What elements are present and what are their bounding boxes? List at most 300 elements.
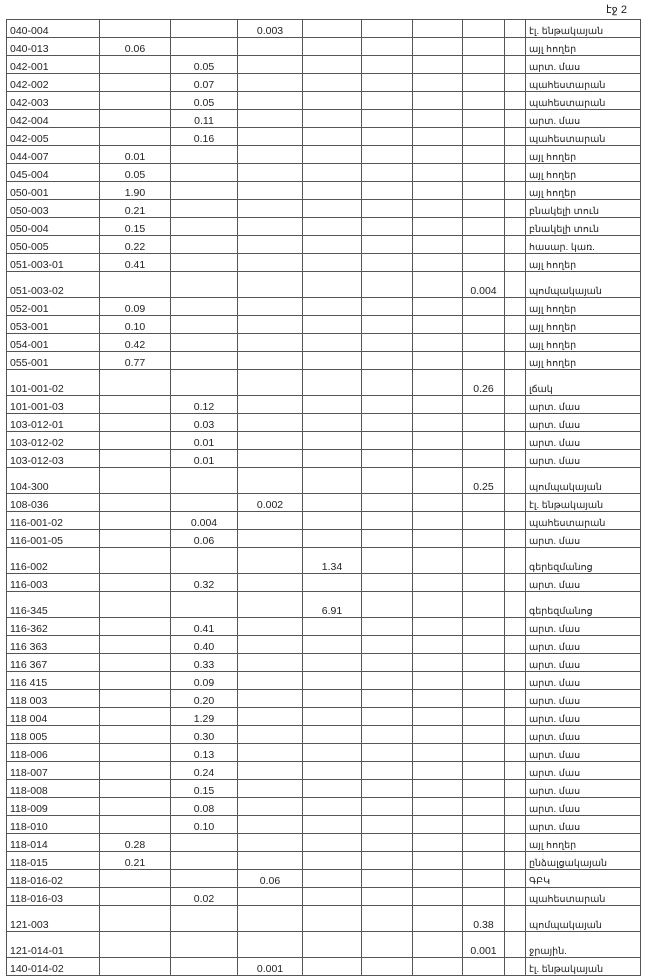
empty-cell	[303, 334, 362, 352]
empty-cell	[100, 574, 171, 592]
empty-cell	[362, 20, 413, 38]
empty-cell	[413, 92, 463, 110]
parcel-code: 116-362	[7, 618, 100, 636]
empty-cell	[413, 852, 463, 870]
area-value: 0.002	[238, 494, 303, 512]
empty-cell	[413, 218, 463, 236]
parcel-code: 040-013	[7, 38, 100, 56]
empty-cell	[505, 906, 526, 932]
empty-cell	[463, 690, 505, 708]
parcel-code: 101-001-02	[7, 370, 100, 396]
empty-cell	[505, 468, 526, 494]
parcel-code: 042-004	[7, 110, 100, 128]
parcel-code: 040-004	[7, 20, 100, 38]
empty-cell	[505, 110, 526, 128]
empty-cell	[505, 852, 526, 870]
empty-cell	[463, 870, 505, 888]
empty-cell	[238, 414, 303, 432]
empty-cell	[362, 888, 413, 906]
area-value: 0.41	[100, 254, 171, 272]
parcel-code: 050-004	[7, 218, 100, 236]
empty-cell	[362, 762, 413, 780]
empty-cell	[463, 182, 505, 200]
empty-cell	[463, 200, 505, 218]
empty-cell	[303, 654, 362, 672]
empty-cell	[171, 20, 238, 38]
table-row	[7, 852, 641, 870]
empty-cell	[171, 352, 238, 370]
empty-cell	[238, 396, 303, 414]
empty-cell	[362, 74, 413, 92]
land-use: պահեստարան	[526, 888, 641, 906]
area-value: 0.40	[171, 636, 238, 654]
empty-cell	[413, 414, 463, 432]
parcel-code: 116 415	[7, 672, 100, 690]
land-use: արտ. մաս	[526, 654, 641, 672]
parcel-code: 052-001	[7, 298, 100, 316]
empty-cell	[238, 468, 303, 494]
table-row	[7, 432, 641, 450]
empty-cell	[413, 272, 463, 298]
empty-cell	[238, 852, 303, 870]
land-use: այլ հողեր	[526, 352, 641, 370]
empty-cell	[413, 182, 463, 200]
empty-cell	[100, 762, 171, 780]
empty-cell	[171, 468, 238, 494]
empty-cell	[362, 852, 413, 870]
empty-cell	[463, 218, 505, 236]
empty-cell	[238, 56, 303, 74]
empty-cell	[362, 182, 413, 200]
table-row	[7, 618, 641, 636]
empty-cell	[238, 92, 303, 110]
empty-cell	[463, 494, 505, 512]
land-use: արտ. մաս	[526, 708, 641, 726]
land-use: լճակ	[526, 370, 641, 396]
area-value: 0.10	[171, 816, 238, 834]
empty-cell	[362, 370, 413, 396]
empty-cell	[362, 672, 413, 690]
empty-cell	[413, 254, 463, 272]
empty-cell	[303, 744, 362, 762]
empty-cell	[303, 272, 362, 298]
empty-cell	[238, 654, 303, 672]
empty-cell	[505, 370, 526, 396]
empty-cell	[413, 38, 463, 56]
empty-cell	[362, 468, 413, 494]
area-value: 0.28	[100, 834, 171, 852]
area-value: 0.42	[100, 334, 171, 352]
land-use: գերեզմանոց	[526, 548, 641, 574]
area-value: 0.41	[171, 618, 238, 636]
table-row	[7, 530, 641, 548]
empty-cell	[303, 20, 362, 38]
empty-cell	[505, 352, 526, 370]
empty-cell	[100, 932, 171, 958]
land-use: այլ հողեր	[526, 316, 641, 334]
empty-cell	[413, 236, 463, 254]
empty-cell	[303, 396, 362, 414]
empty-cell	[238, 236, 303, 254]
empty-cell	[171, 852, 238, 870]
empty-cell	[362, 128, 413, 146]
land-parcel-table	[6, 19, 641, 976]
empty-cell	[303, 834, 362, 852]
table-row	[7, 958, 641, 976]
empty-cell	[238, 548, 303, 574]
empty-cell	[505, 254, 526, 272]
empty-cell	[171, 272, 238, 298]
table-row	[7, 726, 641, 744]
empty-cell	[100, 906, 171, 932]
land-use: էլ. ենթակայան	[526, 20, 641, 38]
land-use: ընձալցակայան	[526, 852, 641, 870]
table-row	[7, 548, 641, 574]
parcel-code: 055-001	[7, 352, 100, 370]
area-value: 0.22	[100, 236, 171, 254]
table-row	[7, 414, 641, 432]
empty-cell	[463, 254, 505, 272]
empty-cell	[413, 530, 463, 548]
table-row	[7, 744, 641, 762]
empty-cell	[413, 512, 463, 530]
empty-cell	[362, 574, 413, 592]
land-use: արտ. մաս	[526, 574, 641, 592]
area-value: 1.34	[303, 548, 362, 574]
empty-cell	[303, 636, 362, 654]
empty-cell	[303, 74, 362, 92]
empty-cell	[362, 798, 413, 816]
empty-cell	[505, 38, 526, 56]
parcel-code: 103-012-02	[7, 432, 100, 450]
empty-cell	[362, 870, 413, 888]
empty-cell	[171, 146, 238, 164]
empty-cell	[100, 396, 171, 414]
empty-cell	[413, 548, 463, 574]
table-row	[7, 450, 641, 468]
table-row	[7, 38, 641, 56]
land-use: ջրային.	[526, 932, 641, 958]
area-value: 0.15	[100, 218, 171, 236]
parcel-code: 108-036	[7, 494, 100, 512]
empty-cell	[238, 38, 303, 56]
empty-cell	[463, 816, 505, 834]
empty-cell	[505, 20, 526, 38]
empty-cell	[303, 512, 362, 530]
empty-cell	[171, 906, 238, 932]
empty-cell	[238, 816, 303, 834]
empty-cell	[238, 110, 303, 128]
empty-cell	[303, 906, 362, 932]
land-use: արտ. մաս	[526, 744, 641, 762]
empty-cell	[505, 798, 526, 816]
empty-cell	[362, 744, 413, 762]
parcel-code: 050-001	[7, 182, 100, 200]
empty-cell	[413, 352, 463, 370]
area-value: 0.16	[171, 128, 238, 146]
empty-cell	[413, 654, 463, 672]
empty-cell	[362, 432, 413, 450]
empty-cell	[303, 672, 362, 690]
land-use: այլ հողեր	[526, 334, 641, 352]
empty-cell	[505, 780, 526, 798]
empty-cell	[463, 396, 505, 414]
table-row	[7, 932, 641, 958]
parcel-code: 118-016-02	[7, 870, 100, 888]
empty-cell	[413, 334, 463, 352]
parcel-code: 118-008	[7, 780, 100, 798]
area-value: 0.05	[171, 56, 238, 74]
area-value: 0.003	[238, 20, 303, 38]
table-row	[7, 254, 641, 272]
empty-cell	[362, 298, 413, 316]
empty-cell	[238, 432, 303, 450]
empty-cell	[238, 708, 303, 726]
empty-cell	[463, 110, 505, 128]
empty-cell	[303, 870, 362, 888]
area-value: 0.01	[171, 432, 238, 450]
table-row	[7, 636, 641, 654]
empty-cell	[362, 690, 413, 708]
empty-cell	[463, 672, 505, 690]
empty-cell	[171, 932, 238, 958]
empty-cell	[362, 618, 413, 636]
empty-cell	[505, 726, 526, 744]
table-row	[7, 798, 641, 816]
empty-cell	[463, 726, 505, 744]
area-value: 0.77	[100, 352, 171, 370]
empty-cell	[100, 958, 171, 976]
empty-cell	[171, 592, 238, 618]
empty-cell	[362, 56, 413, 74]
empty-cell	[100, 432, 171, 450]
parcel-code: 121-014-01	[7, 932, 100, 958]
empty-cell	[238, 74, 303, 92]
parcel-code: 116 363	[7, 636, 100, 654]
parcel-code: 118 003	[7, 690, 100, 708]
empty-cell	[303, 780, 362, 798]
empty-cell	[100, 414, 171, 432]
empty-cell	[505, 200, 526, 218]
empty-cell	[171, 236, 238, 254]
empty-cell	[463, 432, 505, 450]
area-value: 0.30	[171, 726, 238, 744]
land-use: պոմպակայան	[526, 468, 641, 494]
empty-cell	[463, 20, 505, 38]
parcel-code: 116-002	[7, 548, 100, 574]
table-row	[7, 816, 641, 834]
empty-cell	[413, 146, 463, 164]
empty-cell	[303, 56, 362, 74]
table-row	[7, 200, 641, 218]
parcel-code: 045-004	[7, 164, 100, 182]
empty-cell	[505, 870, 526, 888]
land-use: արտ. մաս	[526, 798, 641, 816]
empty-cell	[303, 726, 362, 744]
empty-cell	[100, 20, 171, 38]
table-row	[7, 494, 641, 512]
area-value: 0.06	[171, 530, 238, 548]
area-value: 0.07	[171, 74, 238, 92]
empty-cell	[463, 834, 505, 852]
land-use: արտ. մաս	[526, 56, 641, 74]
empty-cell	[171, 870, 238, 888]
empty-cell	[463, 92, 505, 110]
empty-cell	[463, 128, 505, 146]
empty-cell	[362, 636, 413, 654]
parcel-code: 118-006	[7, 744, 100, 762]
land-use: արտ. մաս	[526, 636, 641, 654]
area-value: 0.004	[171, 512, 238, 530]
land-use: արտ. մաս	[526, 690, 641, 708]
empty-cell	[463, 798, 505, 816]
empty-cell	[362, 512, 413, 530]
table-row	[7, 182, 641, 200]
table-row	[7, 574, 641, 592]
area-value: 0.05	[171, 92, 238, 110]
area-value: 1.29	[171, 708, 238, 726]
land-use: արտ. մաս	[526, 450, 641, 468]
land-use: արտ. մաս	[526, 780, 641, 798]
empty-cell	[362, 92, 413, 110]
empty-cell	[463, 574, 505, 592]
area-value: 0.09	[100, 298, 171, 316]
land-use: արտ. մաս	[526, 530, 641, 548]
empty-cell	[505, 74, 526, 92]
table-row	[7, 352, 641, 370]
empty-cell	[362, 316, 413, 334]
empty-cell	[413, 618, 463, 636]
empty-cell	[463, 334, 505, 352]
empty-cell	[362, 816, 413, 834]
empty-cell	[362, 352, 413, 370]
empty-cell	[303, 164, 362, 182]
land-use: բնակելի տուն	[526, 200, 641, 218]
empty-cell	[238, 334, 303, 352]
empty-cell	[238, 164, 303, 182]
empty-cell	[238, 574, 303, 592]
empty-cell	[413, 906, 463, 932]
empty-cell	[100, 450, 171, 468]
empty-cell	[303, 236, 362, 254]
empty-cell	[505, 932, 526, 958]
empty-cell	[100, 370, 171, 396]
parcel-code: 042-002	[7, 74, 100, 92]
empty-cell	[100, 744, 171, 762]
parcel-code: 116-001-05	[7, 530, 100, 548]
empty-cell	[362, 958, 413, 976]
empty-cell	[463, 236, 505, 254]
empty-cell	[413, 200, 463, 218]
empty-cell	[413, 74, 463, 92]
parcel-code: 104-300	[7, 468, 100, 494]
empty-cell	[238, 128, 303, 146]
table-row	[7, 298, 641, 316]
empty-cell	[238, 200, 303, 218]
empty-cell	[303, 690, 362, 708]
empty-cell	[463, 56, 505, 74]
area-value: 0.06	[100, 38, 171, 56]
land-use: այլ հողեր	[526, 182, 641, 200]
empty-cell	[238, 218, 303, 236]
empty-cell	[238, 618, 303, 636]
empty-cell	[303, 530, 362, 548]
empty-cell	[413, 110, 463, 128]
parcel-code: 053-001	[7, 316, 100, 334]
empty-cell	[362, 200, 413, 218]
table-row	[7, 370, 641, 396]
empty-cell	[303, 852, 362, 870]
empty-cell	[238, 744, 303, 762]
area-value: 0.01	[171, 450, 238, 468]
area-value: 0.09	[171, 672, 238, 690]
empty-cell	[505, 530, 526, 548]
empty-cell	[463, 708, 505, 726]
parcel-code: 042-001	[7, 56, 100, 74]
table-row	[7, 56, 641, 74]
parcel-code: 051-003-02	[7, 272, 100, 298]
table-row	[7, 906, 641, 932]
empty-cell	[100, 92, 171, 110]
parcel-code: 042-005	[7, 128, 100, 146]
empty-cell	[100, 512, 171, 530]
land-use: էլ. ենթակայան	[526, 958, 641, 976]
parcel-code: 118-016-03	[7, 888, 100, 906]
empty-cell	[505, 56, 526, 74]
empty-cell	[303, 798, 362, 816]
table-row	[7, 780, 641, 798]
empty-cell	[100, 654, 171, 672]
table-row	[7, 110, 641, 128]
area-value: 0.001	[463, 932, 505, 958]
table-row	[7, 708, 641, 726]
empty-cell	[171, 38, 238, 56]
empty-cell	[463, 636, 505, 654]
area-value: 0.21	[100, 852, 171, 870]
table-row	[7, 468, 641, 494]
empty-cell	[505, 218, 526, 236]
table-row	[7, 870, 641, 888]
table-row	[7, 128, 641, 146]
empty-cell	[171, 370, 238, 396]
empty-cell	[171, 494, 238, 512]
area-value: 0.05	[100, 164, 171, 182]
empty-cell	[303, 38, 362, 56]
empty-cell	[238, 762, 303, 780]
empty-cell	[171, 218, 238, 236]
empty-cell	[362, 146, 413, 164]
empty-cell	[463, 888, 505, 906]
land-use: արտ. մաս	[526, 110, 641, 128]
area-value: 0.10	[100, 316, 171, 334]
table-row	[7, 74, 641, 92]
empty-cell	[238, 726, 303, 744]
empty-cell	[413, 708, 463, 726]
empty-cell	[413, 744, 463, 762]
empty-cell	[100, 272, 171, 298]
empty-cell	[171, 298, 238, 316]
empty-cell	[505, 414, 526, 432]
table-row	[7, 20, 641, 38]
empty-cell	[171, 834, 238, 852]
empty-cell	[505, 512, 526, 530]
empty-cell	[362, 780, 413, 798]
empty-cell	[100, 798, 171, 816]
parcel-code: 054-001	[7, 334, 100, 352]
empty-cell	[463, 530, 505, 548]
table-row	[7, 396, 641, 414]
empty-cell	[362, 38, 413, 56]
